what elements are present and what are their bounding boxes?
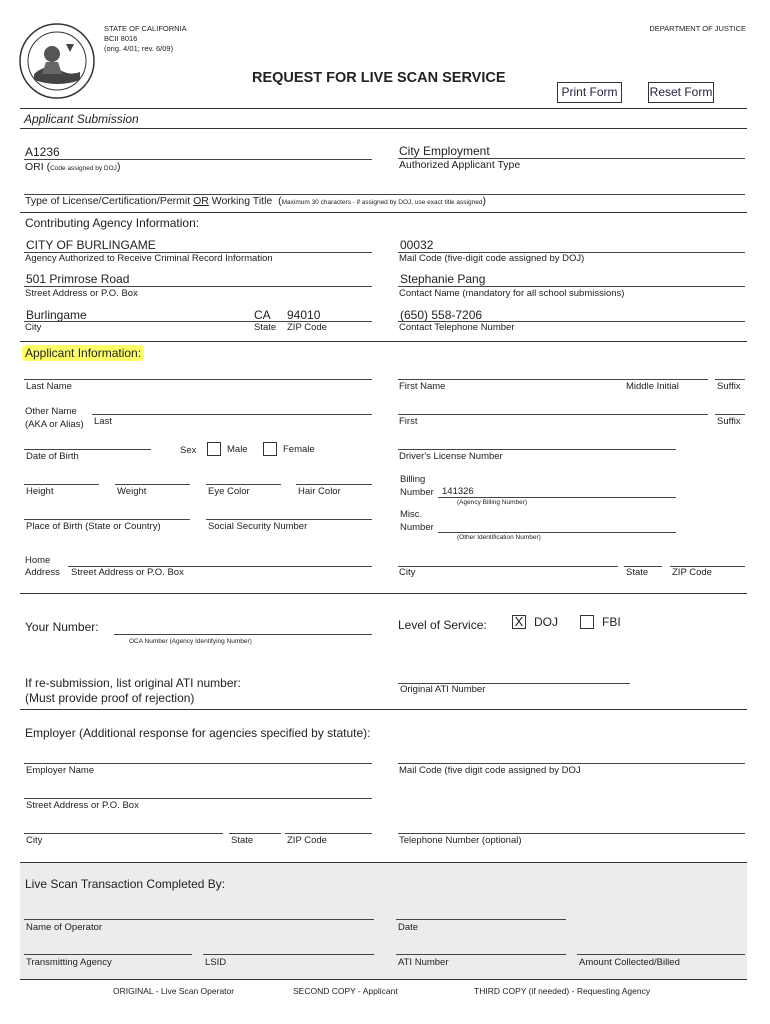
city-label: City [25, 322, 42, 333]
first-name-label: First Name [399, 381, 446, 392]
form-title: REQUEST FOR LIVE SCAN SERVICE [252, 70, 506, 86]
your-number-label: Your Number: [25, 620, 99, 634]
contact-label: Contact Name (mandatory for all school submissions) [399, 288, 625, 299]
drivers-license-label: Driver's License Number [399, 451, 503, 462]
resubmission-label: If re-submission, list original ATI number: [25, 676, 241, 690]
home-state-label: State [626, 567, 649, 578]
doj-seal-icon [18, 22, 96, 100]
employer-mail-code-label: Mail Code (five digit code assigned by DOJ [399, 765, 581, 776]
sex-label: Sex [180, 445, 197, 456]
date-label: Date [398, 922, 419, 933]
amount-label: Amount Collected/Billed [579, 957, 680, 968]
dob-label: Date of Birth [26, 451, 79, 462]
employer-city-label: City [26, 835, 43, 846]
phone-label: Contact Telephone Number [399, 322, 515, 333]
revision-label: (orig. 4/01; rev. 6/09) [104, 44, 174, 53]
employer-zip-label: ZIP Code [287, 835, 327, 846]
applicant-type-value[interactable]: City Employment [399, 144, 490, 158]
middle-initial-label: Middle Initial [626, 381, 679, 392]
weight-label: Weight [117, 486, 147, 497]
pob-label: Place of Birth (State or Country) [26, 521, 161, 532]
footer-original: ORIGINAL - Live Scan Operator [113, 986, 235, 996]
state-label-field: State [254, 322, 277, 333]
female-checkbox[interactable] [263, 442, 277, 456]
height-label: Height [26, 486, 54, 497]
employer-phone-label: Telephone Number (optional) [399, 835, 522, 846]
operator-label: Name of Operator [26, 922, 103, 933]
misc-note: (Other Identification Number) [457, 534, 541, 541]
male-checkbox[interactable] [207, 442, 221, 456]
doj-label: DOJ [534, 615, 558, 629]
employer-street-label: Street Address or P.O. Box [26, 800, 139, 811]
home-city-label: City [399, 567, 416, 578]
employer-state-label: State [231, 835, 254, 846]
aka-first-label: First [399, 416, 418, 427]
contributing-heading: Contributing Agency Information: [25, 216, 200, 230]
zip-label: ZIP Code [287, 322, 327, 333]
ori-note: Code assigned by DOJ [50, 165, 117, 172]
applicant-heading: Applicant Information: [22, 345, 144, 361]
employer-name-label: Employer Name [26, 765, 95, 776]
billing-number-label: Number [400, 487, 434, 498]
applicant-type-label: Authorized Applicant Type [399, 159, 521, 171]
ssn-label: Social Security Number [208, 521, 308, 532]
city-value[interactable]: Burlingame [26, 308, 87, 322]
level-of-service-label: Level of Service: [398, 618, 487, 632]
home-street-label: Street Address or P.O. Box [71, 567, 184, 578]
address-label: Address [25, 567, 60, 578]
ori-label: ORI ( [25, 161, 51, 173]
female-label: Female [283, 444, 315, 455]
livescan-heading: Live Scan Transaction Completed By: [25, 877, 226, 891]
misc-number-label: Number [400, 522, 434, 533]
contact-value[interactable]: Stephanie Pang [400, 272, 486, 286]
misc-label: Misc. [400, 509, 423, 520]
employer-heading: Employer (Additional response for agencies specified by statute): [25, 726, 371, 740]
license-label: Type of License/Certification/Permit [25, 195, 194, 207]
license-note: Maximum 30 characters - if assigned by DOJ, use exact title assigned [281, 199, 483, 206]
ori-close: ) [116, 161, 121, 173]
ati-number-label: ATI Number [398, 957, 449, 968]
billing-note: (Agency Billing Number) [457, 499, 528, 506]
mail-code-label: Mail Code (five-digit code assigned by DOJ) [399, 253, 585, 264]
state-value[interactable]: CA [254, 308, 271, 322]
home-label: Home [25, 555, 51, 566]
billing-label: Billing [400, 474, 426, 485]
divider [20, 128, 747, 129]
license-or: OR [193, 195, 209, 207]
license-note-close: ) [482, 195, 486, 207]
license-note-open: ( [278, 195, 282, 207]
fbi-label: FBI [602, 615, 621, 629]
male-label: Male [227, 444, 248, 455]
suffix-label: Suffix [717, 381, 741, 392]
reset-form-button[interactable]: Reset Form [648, 82, 714, 103]
zip-value[interactable]: 94010 [287, 308, 321, 322]
doj-checkbox[interactable]: X [512, 615, 526, 629]
transmitting-agency-label: Transmitting Agency [26, 957, 112, 968]
state-label: STATE OF CALIFORNIA [104, 24, 187, 33]
license-label-title: Working Title [208, 195, 273, 207]
original-ati-label: Original ATI Number [400, 684, 486, 695]
footer-third: THIRD COPY (if needed) - Requesting Agency [474, 986, 651, 996]
oca-note: OCA Number (Agency Identifying Number) [129, 638, 252, 645]
last-name-label: Last Name [26, 381, 72, 392]
aka-suffix-label: Suffix [717, 416, 741, 427]
hair-color-label: Hair Color [298, 486, 341, 497]
other-name-label: Other Name [25, 406, 77, 417]
phone-value[interactable]: (650) 558-7206 [400, 308, 483, 322]
aka-last-label: Last [94, 416, 112, 427]
lsid-label: LSID [205, 957, 227, 968]
footer-second: SECOND COPY - Applicant [293, 986, 398, 996]
resubmission-proof-label: (Must provide proof of rejection) [25, 691, 195, 705]
form-id: BCII 8016 [104, 34, 138, 43]
street-value[interactable]: 501 Primrose Road [26, 272, 130, 286]
fbi-checkbox[interactable] [580, 615, 594, 629]
section-applicant-submission: Applicant Submission [24, 112, 139, 126]
street-label: Street Address or P.O. Box [25, 288, 138, 299]
aka-label: (AKA or Alias) [25, 419, 84, 430]
mail-code-value[interactable]: 00032 [400, 238, 434, 252]
agency-label: Agency Authorized to Receive Criminal Record Information [25, 253, 273, 264]
billing-value[interactable]: 141326 [442, 486, 474, 497]
eye-color-label: Eye Color [208, 486, 250, 497]
department-label: DEPARTMENT OF JUSTICE [649, 24, 746, 33]
home-zip-label: ZIP Code [672, 567, 712, 578]
agency-value[interactable]: CITY OF BURLINGAME [26, 238, 156, 252]
divider [20, 108, 747, 109]
print-form-button[interactable]: Print Form [557, 82, 622, 103]
ori-value[interactable]: A1236 [25, 145, 60, 159]
